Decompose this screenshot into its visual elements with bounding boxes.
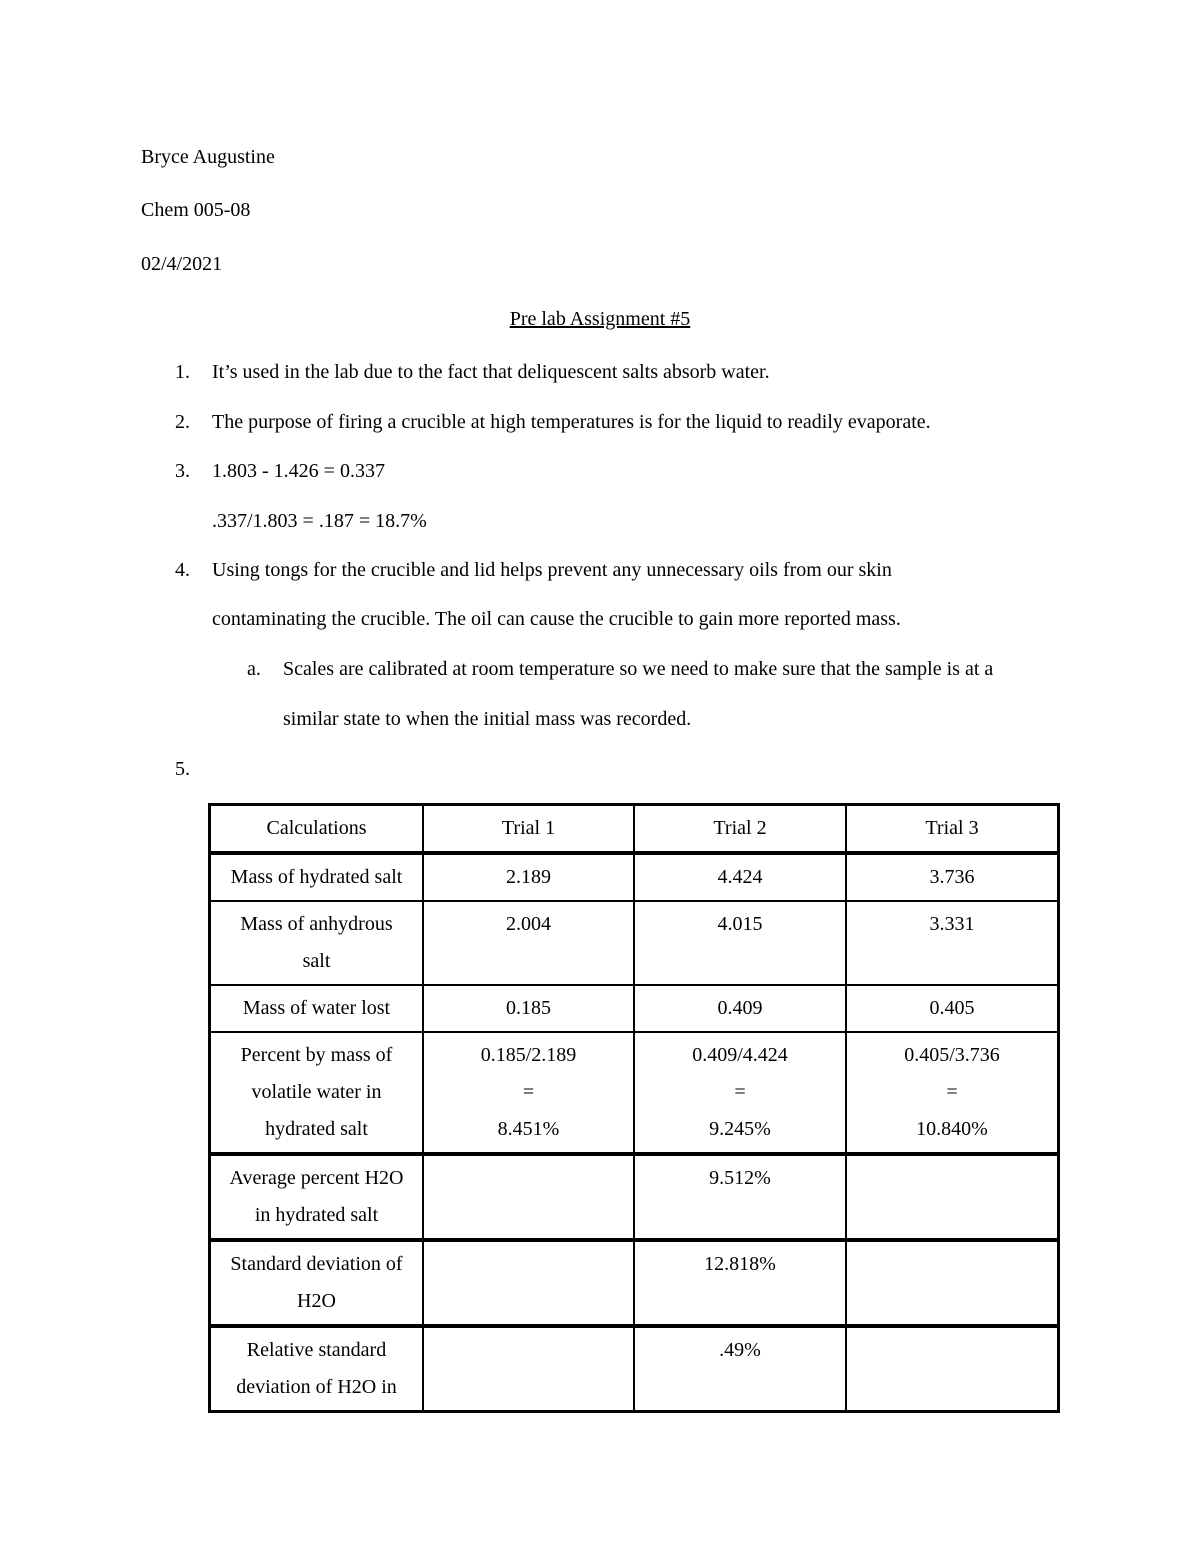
trial-1-cell-line: = xyxy=(522,1081,535,1103)
trial-1-cell xyxy=(423,853,634,901)
calculations-table xyxy=(209,804,1059,1412)
author-name: Bryce Augustine xyxy=(141,146,275,168)
table-header-cell: Calculations xyxy=(210,805,423,853)
row-label-cell-line: Standard deviation of xyxy=(230,1253,403,1275)
trial-2-cell xyxy=(634,901,846,985)
table-row xyxy=(210,1326,1058,1411)
table-header-cell: Trial 3 xyxy=(846,805,1058,853)
row-label-cell xyxy=(210,985,423,1032)
row-label-cell-line: Relative standard xyxy=(246,1339,387,1361)
trial-3-cell-line xyxy=(855,1160,1049,1197)
trial-2-cell xyxy=(634,1240,846,1326)
trial-2-cell-line: 0.409/4.424 xyxy=(692,1044,788,1066)
row-label-cell-line: volatile water in xyxy=(251,1081,382,1103)
table-row xyxy=(210,985,1058,1032)
answer-text-continued: .337/1.803 = .187 = 18.7% xyxy=(212,510,427,532)
trial-2-cell-line: .49% xyxy=(719,1339,761,1361)
trial-1-cell xyxy=(423,1154,634,1240)
row-label-cell xyxy=(210,901,423,985)
trial-1-cell xyxy=(423,1326,634,1411)
answer-text: It’s used in the lab due to the fact that deliquescent salts absorb water. xyxy=(212,361,770,383)
answer-number: 5. xyxy=(175,758,190,780)
sub-answer-letter: a. xyxy=(247,658,261,680)
answer-text-continued: contaminating the crucible. The oil can cause the crucible to gain more reported mass. xyxy=(212,608,901,630)
row-label-cell xyxy=(210,1154,423,1240)
answer-number: 4. xyxy=(175,559,190,581)
trial-3-cell xyxy=(846,1032,1058,1154)
trial-2-cell-line: 4.424 xyxy=(717,866,763,888)
sub-answer-text: Scales are calibrated at room temperature so we need to make sure that the sample is at a xyxy=(283,658,994,680)
row-label-cell-line: Mass of hydrated salt xyxy=(230,866,403,888)
row-label-cell-line: hydrated salt xyxy=(265,1118,368,1140)
trial-2-cell-line: 9.245% xyxy=(709,1118,771,1140)
table-header-row xyxy=(210,805,1058,853)
row-label-cell-line: deviation of H2O in xyxy=(236,1376,397,1398)
trial-3-cell-line: 0.405 xyxy=(929,997,975,1019)
trial-2-cell-line: 0.409 xyxy=(717,997,763,1019)
sub-answer-text-continued: similar state to when the initial mass was recorded. xyxy=(283,708,692,730)
document-title: Pre lab Assignment #5 xyxy=(509,308,691,330)
trial-3-cell-line: = xyxy=(946,1081,958,1103)
row-label-cell-line: Average percent H2O xyxy=(229,1167,404,1189)
trial-3-cell-line xyxy=(855,1246,1049,1283)
answer-number: 1. xyxy=(175,361,190,383)
trial-1-cell xyxy=(423,901,634,985)
trial-1-cell xyxy=(423,1032,634,1154)
answer-number: 2. xyxy=(175,411,190,433)
trial-2-cell-line: = xyxy=(734,1081,746,1103)
trial-1-cell-line: 0.185 xyxy=(506,997,551,1019)
answer-text: Using tongs for the crucible and lid helps prevent any unnecessary oils from our skin xyxy=(212,559,892,581)
row-label-cell-line: in hydrated salt xyxy=(254,1204,379,1226)
table-header-cell: Trial 1 xyxy=(423,805,634,853)
row-label-cell-line: Percent by mass of xyxy=(240,1044,393,1066)
row-label-cell-line: H2O xyxy=(297,1290,336,1312)
table-row xyxy=(210,1240,1058,1326)
trial-3-cell xyxy=(846,985,1058,1032)
trial-1-cell-line: 8.451% xyxy=(497,1118,560,1140)
trial-3-cell-line xyxy=(855,1332,1049,1369)
trial-3-cell xyxy=(846,1326,1058,1411)
row-label-cell xyxy=(210,1032,423,1154)
trial-2-cell xyxy=(634,1032,846,1154)
row-label-cell xyxy=(210,853,423,901)
row-label-cell-line: salt xyxy=(302,950,331,972)
course-code: Chem 005-08 xyxy=(141,199,251,221)
row-label-cell-line: Mass of anhydrous xyxy=(240,913,393,935)
trial-3-cell-line: 3.331 xyxy=(929,913,975,935)
answer-text: 1.803 - 1.426 = 0.337 xyxy=(212,460,385,482)
trial-3-cell xyxy=(846,901,1058,985)
table-row xyxy=(210,901,1058,985)
row-label-cell xyxy=(210,1326,423,1411)
trial-3-cell xyxy=(846,1240,1058,1326)
table-row xyxy=(210,1154,1058,1240)
trial-3-cell xyxy=(846,853,1058,901)
trial-1-cell-line xyxy=(432,1160,625,1197)
trial-2-cell-line: 12.818% xyxy=(704,1253,776,1275)
trial-2-cell xyxy=(634,985,846,1032)
trial-1-cell xyxy=(423,985,634,1032)
trial-3-cell-line: 10.840% xyxy=(916,1118,988,1140)
trial-3-cell xyxy=(846,1154,1058,1240)
trial-2-cell xyxy=(634,853,846,901)
row-label-cell-line: Mass of water lost xyxy=(242,997,391,1019)
trial-2-cell-line: 9.512% xyxy=(709,1167,771,1189)
trial-1-cell-line xyxy=(432,1246,625,1283)
document-date: 02/4/2021 xyxy=(141,253,223,275)
trial-1-cell-line: 0.185/2.189 xyxy=(480,1044,577,1066)
trial-1-cell xyxy=(423,1240,634,1326)
trial-3-cell-line: 3.736 xyxy=(929,866,975,888)
answer-text: The purpose of firing a crucible at high temperatures is for the liquid to readily evaporate. xyxy=(212,411,931,433)
row-label-cell xyxy=(210,1240,423,1326)
trial-2-cell-line: 4.015 xyxy=(717,913,763,935)
answer-number: 3. xyxy=(175,460,190,482)
trial-1-cell-line: 2.004 xyxy=(506,913,551,935)
table-row xyxy=(210,853,1058,901)
trial-3-cell-line: 0.405/3.736 xyxy=(904,1044,1000,1066)
trial-1-cell-line xyxy=(432,1332,625,1369)
trial-1-cell-line: 2.189 xyxy=(506,866,551,888)
table-header-cell: Trial 2 xyxy=(634,805,846,853)
trial-2-cell xyxy=(634,1154,846,1240)
trial-2-cell xyxy=(634,1326,846,1411)
table-row xyxy=(210,1032,1058,1154)
